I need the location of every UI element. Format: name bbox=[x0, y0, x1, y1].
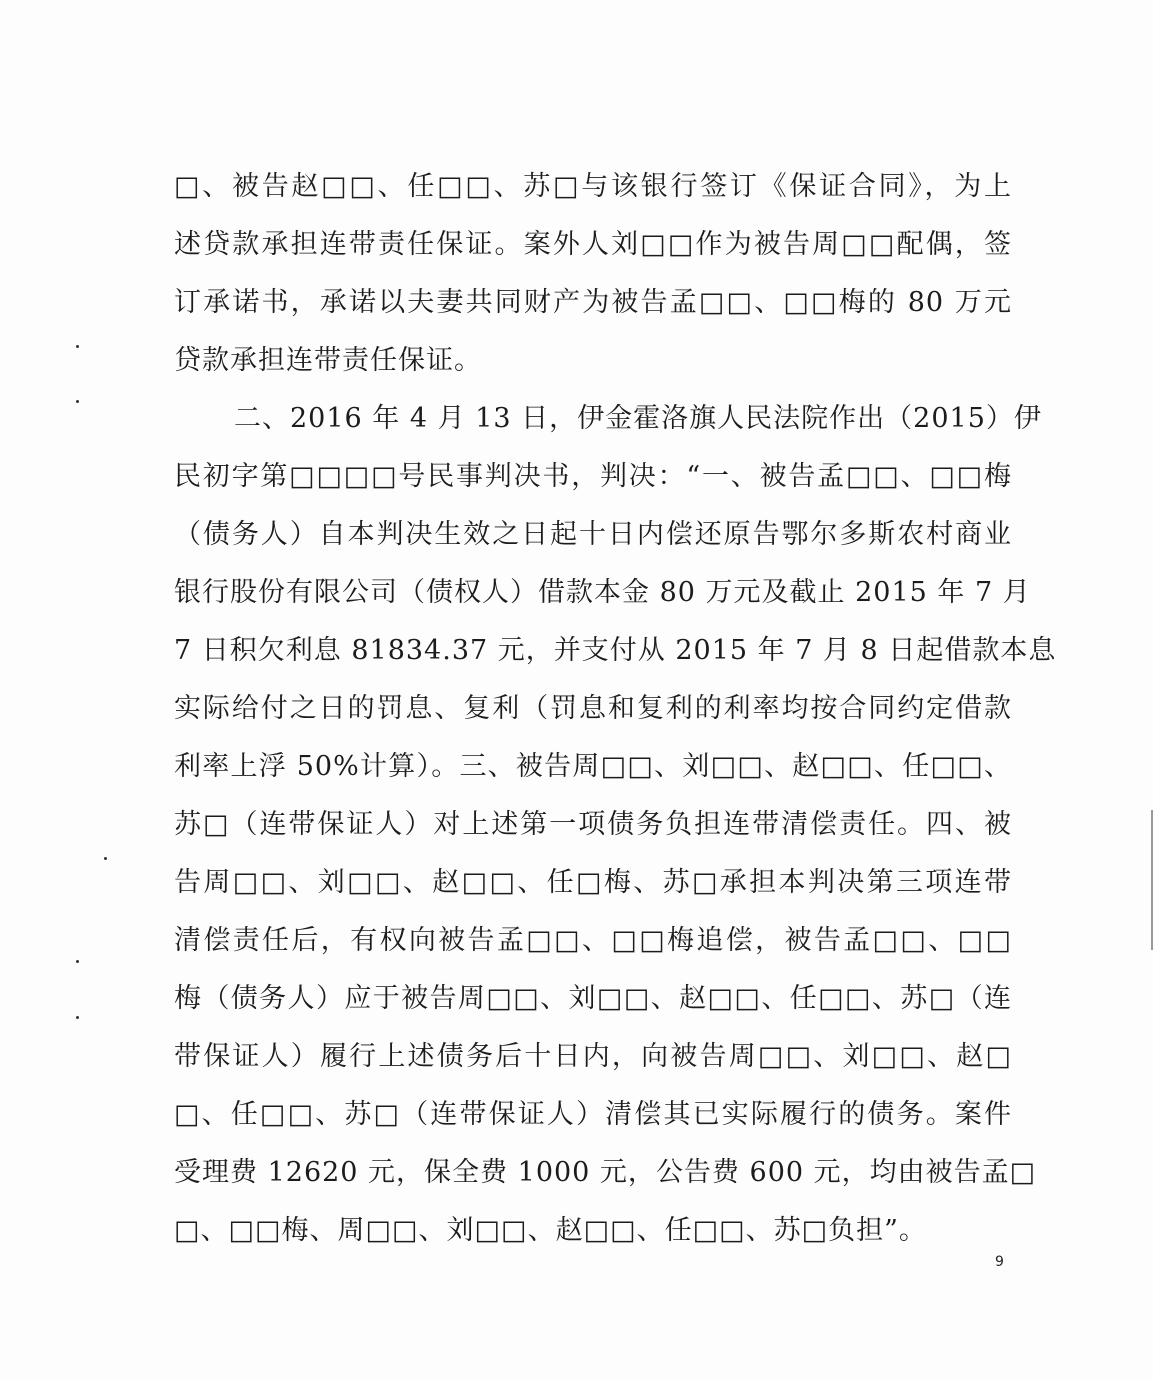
text-line: 订承诺书，承诺以夫妻共同财产为被告孟□□、□□梅的 80 万元 bbox=[174, 287, 1012, 318]
margin-mark bbox=[76, 960, 79, 963]
text-line: 告周□□、刘□□、赵□□、任□梅、苏□承担本判决第三项连带 bbox=[174, 867, 1012, 898]
text-line: □、□□梅、周□□、刘□□、赵□□、任□□、苏□负担”。 bbox=[174, 1215, 927, 1246]
text-line: 清偿责任后，有权向被告孟□□、□□梅追偿，被告孟□□、□□ bbox=[174, 925, 1012, 956]
margin-mark bbox=[76, 400, 79, 403]
text-line: 带保证人）履行上述债务后十日内，向被告周□□、刘□□、赵□ bbox=[174, 1041, 1012, 1072]
page-number: 9 bbox=[995, 1254, 1004, 1270]
text-line: 贷款承担连带责任保证。 bbox=[174, 345, 482, 376]
text-line: 7 日积欠利息 81834.37 元，并支付从 2015 年 7 月 8 日起借款本息 bbox=[174, 635, 1057, 666]
body-text bbox=[174, 158, 1057, 1260]
text-line: 民初字第□□□□号民事判决书，判决：“一、被告孟□□、□□梅 bbox=[174, 461, 1012, 492]
text-line: □、任□□、苏□（连带保证人）清偿其已实际履行的债务。案件 bbox=[174, 1099, 1012, 1130]
text-line: （债务人）自本判决生效之日起十日内偿还原告鄂尔多斯农村商业 bbox=[174, 519, 1012, 550]
margin-mark bbox=[76, 1016, 79, 1019]
margin-mark bbox=[76, 345, 79, 348]
text-line: □、被告赵□□、任□□、苏□与该银行签订《保证合同》，为上 bbox=[174, 171, 1012, 202]
text-line: 受理费 12620 元，保全费 1000 元，公告费 600 元，均由被告孟□ bbox=[174, 1157, 1037, 1188]
text-line: 梅（债务人）应于被告周□□、刘□□、赵□□、任□□、苏□（连 bbox=[174, 983, 1012, 1014]
text-line: 苏□（连带保证人）对上述第一项债务负担连带清偿责任。四、被 bbox=[174, 809, 1012, 840]
text-line: 实际给付之日的罚息、复利（罚息和复利的利率均按合同约定借款 bbox=[174, 693, 1012, 724]
text-line: 银行股份有限公司（债权人）借款本金 80 万元及截止 2015 年 7 月 bbox=[174, 577, 1031, 608]
text-line: 利率上浮 50%计算）。三、被告周□□、刘□□、赵□□、任□□、 bbox=[174, 751, 1012, 782]
text-line: 述贷款承担连带责任保证。案外人刘□□作为被告周□□配偶，签 bbox=[174, 229, 1012, 260]
margin-mark bbox=[104, 857, 107, 860]
text-line: 二、2016 年 4 月 13 日，伊金霍洛旗人民法院作出（2015）伊 bbox=[234, 403, 1042, 434]
